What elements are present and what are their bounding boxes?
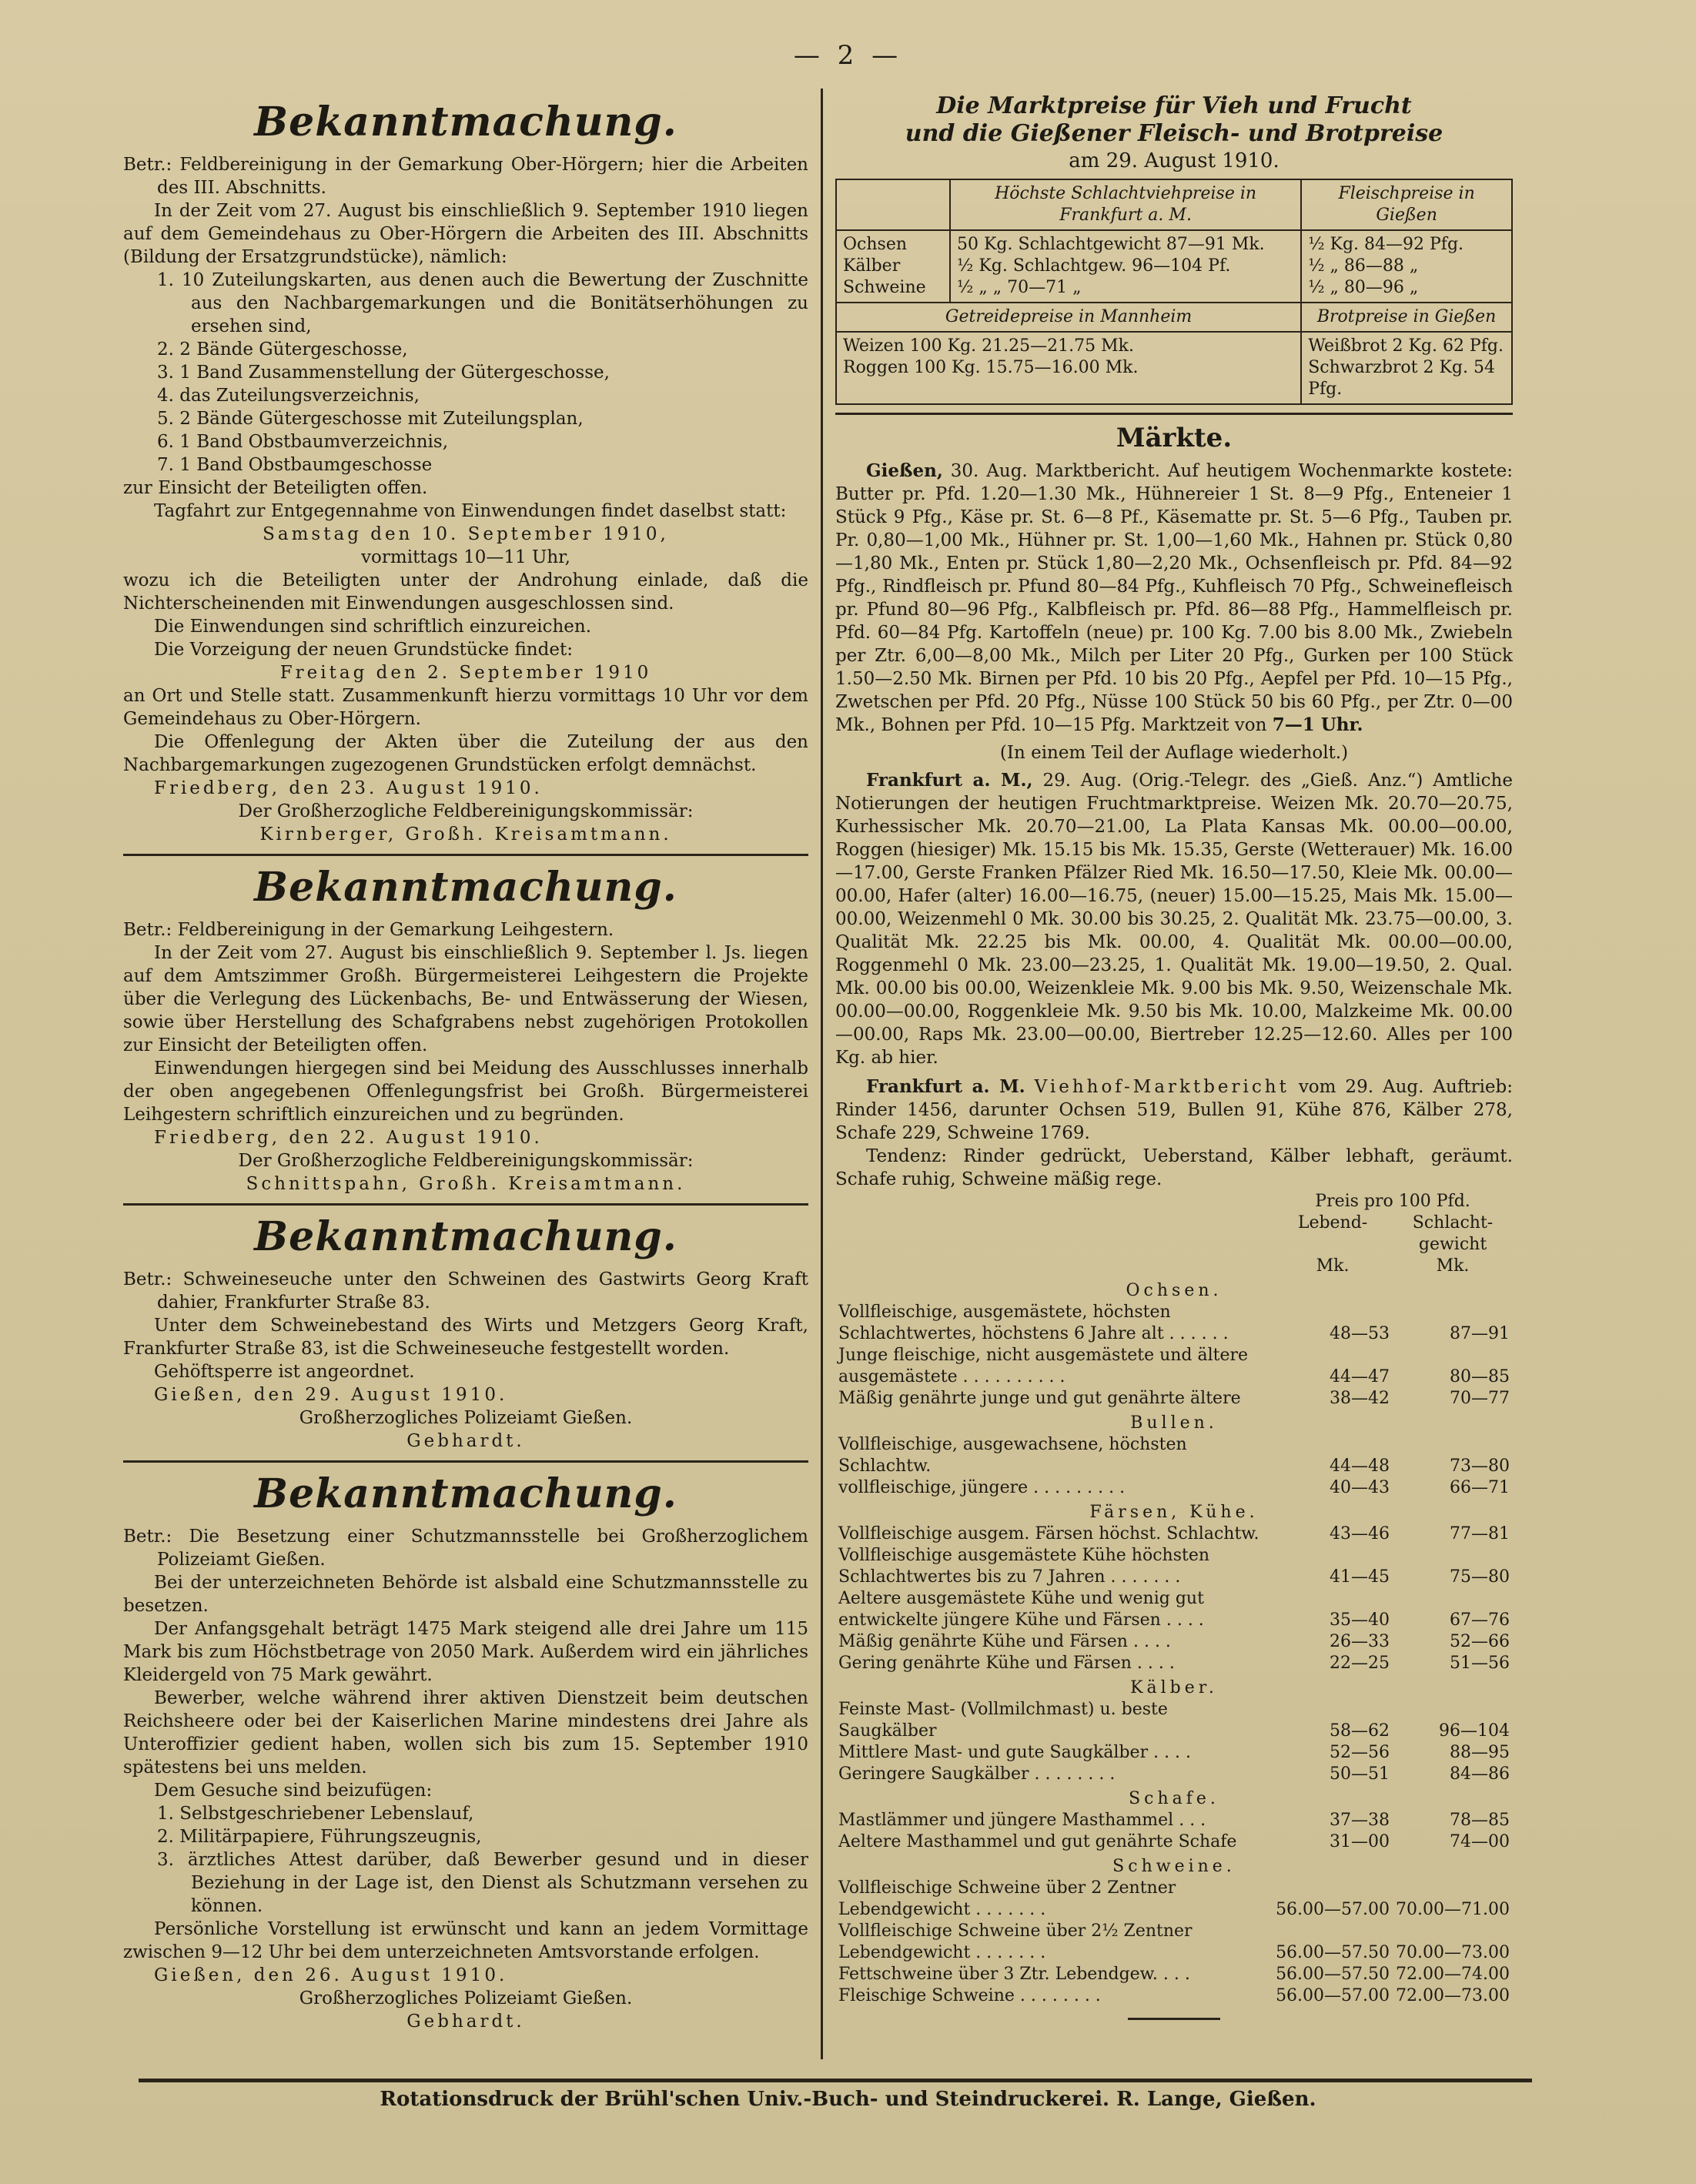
table-cell <box>1301 230 1512 303</box>
cattle-price-rows <box>835 1191 1513 2007</box>
appointment-date: Samstag den 10. September 1910, <box>263 524 669 544</box>
price-value: 51—56 <box>1450 1654 1510 1673</box>
cell-value: Roggen 100 Kg. 15.75—16.00 Mk. <box>843 358 1139 377</box>
price-value: 78—85 <box>1450 1811 1510 1830</box>
report-lead: Gießen, <box>866 460 943 481</box>
row-label: Feinste Mast- (Vollmilchmast) u. beste Saugkälber <box>838 1700 1168 1741</box>
left-column <box>123 92 808 2033</box>
notice-heading: Bekanntmachung. <box>254 99 677 145</box>
report-text: vom 29. Aug. Auftrieb: Rinder 1456, darunter Ochsen 519, Bullen 91, Kühe 876, Kälber 278, Schafe 229, Schweine 1769. <box>835 1077 1514 1143</box>
place-date: Gießen, den 26. August 1910. <box>154 1965 508 1985</box>
section-rule <box>123 854 808 856</box>
price-value: 50—51 <box>1330 1764 1390 1784</box>
price-value: 58—62 <box>1330 1721 1390 1741</box>
row-label: Mittlere Mast- und gute Saugkälber . . . . <box>838 1743 1192 1762</box>
table-cell <box>950 230 1301 303</box>
cell-value: ½ „ 86—88 „ <box>1308 256 1419 276</box>
unit-label: Mk. <box>1316 1256 1350 1276</box>
market-date: am 29. August 1910. <box>1069 149 1280 172</box>
table-row <box>835 1653 1513 1674</box>
notice-text: Einwendungen hiergegen sind bei Meidung des Ausschlusses innerhalb der oben angegebenen Offenlegungsfrist bei Großh. Bürgermeisterei Leihgestern schriftlich einzureichen und zu begründen. <box>123 1059 808 1125</box>
section-label: Kälber. <box>1130 1678 1218 1697</box>
notice-subject: Betr.: Feldbereinigung in der Gemarkung Ober-Hörgern; hier die Arbeiten des III. Abschnitts. <box>123 155 808 198</box>
cell-value: ½ „ 80—96 „ <box>1308 278 1419 297</box>
place-date: Gießen, den 29. August 1910. <box>154 1385 508 1405</box>
section-label: Färsen, Kühe. <box>1089 1503 1259 1522</box>
price-value: 80—85 <box>1450 1367 1510 1386</box>
section-rule <box>123 1460 808 1463</box>
signature-name: Kirnberger, Großh. Kreisamtmann. <box>259 824 672 845</box>
section-label: Schafe. <box>1129 1789 1219 1808</box>
table-row <box>836 303 1512 332</box>
price-value: 72.00—73.00 <box>1396 1986 1510 2005</box>
row-label: Gering genährte Kühe und Färsen . . . . <box>838 1654 1175 1673</box>
notice-text: an Ort und Stelle statt. Zusammenkunft hierzu vormittags 10 Uhr vor dem Gemeindehaus zu Ober-Hörgern. <box>123 686 808 729</box>
place-date: Friedberg, den 22. August 1910. <box>154 1128 543 1148</box>
list-item: 5. 2 Bände Gütergeschosse mit Zuteilungsplan, <box>157 409 584 429</box>
row-label: Vollfleischige ausgemästete Kühe höchsten Schlachtwertes bis zu 7 Jahren . . . . . . . <box>838 1546 1210 1587</box>
notice-subject: Betr.: Die Besetzung einer Schutzmannsstelle bei Großherzoglichem Polizeiamt Gießen. <box>123 1527 808 1570</box>
section-label: Schweine. <box>1112 1857 1236 1876</box>
table-cell <box>836 179 950 230</box>
table-cell <box>836 332 1301 404</box>
price-value: 70.00—71.00 <box>1396 1900 1510 1919</box>
section-label: Bullen. <box>1130 1413 1218 1433</box>
market-price-table <box>835 179 1513 405</box>
table-cell <box>1273 1234 1393 1256</box>
table-row <box>835 1878 1513 1921</box>
notice-feldbereinigung-ober-hoergern <box>123 99 808 846</box>
unit-label: Mk. <box>1436 1256 1470 1276</box>
document-list <box>123 1802 808 1918</box>
table-row <box>835 1434 1513 1477</box>
signature-name: Schnittspahn, Großh. Kreisamtmann. <box>246 1174 686 1194</box>
price-value: 74—00 <box>1450 1832 1510 1851</box>
price-value: 70.00—73.00 <box>1396 1943 1510 1962</box>
notice-text: wozu ich die Beteiligten unter der Androhung einlade, daß die Nichterscheinenden mit Einwendungen ausgeschlossen sind. <box>123 570 808 614</box>
price-value: 56.00—57.50 <box>1276 1965 1390 1984</box>
table-row <box>835 1345 1513 1388</box>
notice-text: zur Einsicht der Beteiligten offen. <box>123 478 428 498</box>
notice-text: Persönliche Vorstellung ist erwünscht und kann an jedem Vormittage zwischen 9—12 Uhr bei dem unterzeichneten Amtsvorstande erfolgen. <box>123 1919 808 1962</box>
right-column <box>835 92 1513 2020</box>
row-label: Vollfleischige, ausgewachsene, höchsten Schlachtw. <box>838 1435 1187 1476</box>
row-label: Ochsen <box>843 235 908 254</box>
table-row <box>835 1191 1513 1212</box>
price-value: 70—77 <box>1450 1389 1510 1408</box>
list-item: 2. Militärpapiere, Führungszeugnis, <box>157 1827 482 1847</box>
section-label: Ochsen. <box>1126 1281 1223 1300</box>
cell-value: 50 Kg. Schlachtgewicht 87—91 Mk. <box>957 235 1265 254</box>
price-value: 56.00—57.50 <box>1276 1943 1390 1962</box>
row-label: Geringere Saugkälber . . . . . . . . <box>838 1764 1116 1784</box>
price-value: 75—80 <box>1450 1567 1510 1587</box>
list-item: 3. ärztliches Attest darüber, daß Bewerber gesund und in dieser Beziehung in der Lage ist, den Dienst als Schutzmann versehen zu können. <box>157 1850 808 1916</box>
market-time: 7—1 Uhr. <box>1272 714 1363 735</box>
section-rule <box>835 413 1513 415</box>
row-label: Vollfleischige, ausgemästete, höchsten Schlachtwertes, höchstens 6 Jahre alt . . . . . . <box>838 1303 1229 1343</box>
row-label: Fleischige Schweine . . . . . . . . <box>838 1986 1101 2005</box>
section-row <box>835 1853 1513 1878</box>
price-value: 37—38 <box>1330 1811 1390 1830</box>
table-header: Fleischpreise in Gießen <box>1301 179 1512 230</box>
row-label: Junge fleischige, nicht ausgemästete und ältere ausgemästete . . . . . . . . . . <box>838 1346 1249 1386</box>
price-value: 22—25 <box>1330 1654 1390 1673</box>
section-row <box>835 1499 1513 1523</box>
table-row <box>835 1742 1513 1764</box>
notice-text: Bei der unterzeichneten Behörde ist alsbald eine Schutzmannsstelle zu besetzen. <box>123 1573 808 1616</box>
table-row <box>835 1985 1513 2007</box>
notice-schutzmannsstelle <box>123 1470 808 2033</box>
price-value: 66—71 <box>1450 1478 1510 1497</box>
printer-imprint: Rotationsdruck der Brühl'schen Univ.-Buch- und Steindruckerei. R. Lange, Gießen. <box>380 2088 1316 2111</box>
cell-value: Weizen 100 Kg. 21.25—21.75 Mk. <box>843 336 1134 356</box>
notice-text: Bewerber, welche während ihrer aktiven Dienstzeit beim deutschen Reichsheere oder bei der Kaiserlichen Marine mindestens drei Jahre als Unteroffizier gedient haben, wollen sich bis zum 15. September 1910 spätestens bei uns melden. <box>123 1688 808 1778</box>
page-number: — 2 — <box>793 40 903 71</box>
table-row <box>836 179 1512 230</box>
section-row <box>835 1410 1513 1434</box>
table-row <box>835 1388 1513 1410</box>
row-label: Mastlämmer und jüngere Masthammel . . . <box>838 1811 1206 1830</box>
price-value: 56.00—57.00 <box>1276 1900 1390 1919</box>
cell-value: ½ Kg. Schlachtgew. 96—104 Pf. <box>957 256 1231 276</box>
table-cell <box>835 1212 1273 1234</box>
section-rule <box>123 1203 808 1206</box>
cell-value: ½ Kg. 84—92 Pfg. <box>1308 235 1464 254</box>
table-row <box>835 1964 1513 1985</box>
market-tendency: Tendenz: Rinder gedrückt, Ueberstand, Kälber lebhaft, geräumt. Schafe ruhig, Schweine mäßig rege. <box>835 1146 1513 1189</box>
markets-heading: Märkte. <box>1116 423 1233 453</box>
row-label: Aeltere Masthammel und gut genährte Schafe <box>838 1832 1237 1851</box>
notice-heading: Bekanntmachung. <box>254 1470 677 1517</box>
list-item: 3. 1 Band Zusammenstellung der Gütergeschosse, <box>157 363 610 383</box>
table-row <box>835 1631 1513 1653</box>
price-value: 38—42 <box>1330 1389 1390 1408</box>
notice-text: Die Vorzeigung der neuen Grundstücke findet: <box>154 640 573 660</box>
price-value: 77—81 <box>1450 1524 1510 1544</box>
frankfurt-cattle-report <box>835 1075 1513 1145</box>
table-row <box>835 1545 1513 1588</box>
table-row <box>835 1477 1513 1499</box>
notice-text: Der Anfangsgehalt beträgt 1475 Mark steigend alle drei Jahre um 115 Mark bis zum Höchstbetrage von 2050 Mark. Außerdem wird ein jährliches Kleidergeld von 75 Mark gewährt. <box>123 1619 808 1685</box>
table-cell <box>835 1191 1273 1212</box>
table-cell <box>835 1234 1273 1256</box>
row-label: Kälber <box>843 256 901 276</box>
price-value: 44—48 <box>1330 1457 1390 1476</box>
price-value: 31—00 <box>1330 1832 1390 1851</box>
signature-title: Großherzogliches Polizeiamt Gießen. <box>299 1988 633 2008</box>
signature-title: Großherzogliches Polizeiamt Gießen. <box>299 1408 633 1428</box>
row-label: Mäßig genährte Kühe und Färsen . . . . <box>838 1632 1171 1651</box>
market-title: und die Gießener Fleisch- und Brotpreise <box>905 120 1443 147</box>
price-value: 44—47 <box>1330 1367 1390 1386</box>
table-header: Schlacht- <box>1412 1213 1494 1232</box>
notice-schweineseuche <box>123 1213 808 1453</box>
list-item: 4. das Zuteilungsverzeichnis, <box>157 386 420 406</box>
market-title: Die Marktpreise für Vieh und Frucht <box>936 92 1412 119</box>
repeat-note: (In einem Teil der Auflage wiederholt.) <box>999 743 1349 763</box>
table-header: Lebend- <box>1297 1213 1368 1232</box>
table-cell <box>1301 332 1512 404</box>
notice-heading: Bekanntmachung. <box>254 864 677 911</box>
signature-title: Der Großherzogliche Feldbereinigungskommissär: <box>238 1151 694 1171</box>
row-label: Schweine <box>843 278 926 297</box>
price-value: 56.00—57.00 <box>1276 1986 1390 2005</box>
price-value: 48—53 <box>1330 1324 1390 1343</box>
price-value: 84—86 <box>1450 1764 1510 1784</box>
row-label: Mäßig genährte junge und gut genährte ältere <box>838 1389 1241 1408</box>
table-row <box>835 1764 1513 1785</box>
list-item: 6. 1 Band Obstbaumverzeichnis, <box>157 432 449 452</box>
document-list <box>123 269 808 477</box>
cattle-price-table <box>835 1191 1513 2007</box>
list-item: 2. 2 Bände Gütergeschosse, <box>157 339 408 360</box>
cell-value: Schwarzbrot 2 Kg. 54 Pfg. <box>1308 358 1495 399</box>
notice-subject: Betr.: Schweineseuche unter den Schweinen des Gastwirts Georg Kraft dahier, Frankfurter Straße 83. <box>123 1269 808 1313</box>
report-title: Viehhof-Marktbericht <box>1034 1077 1290 1097</box>
table-cell <box>836 230 950 303</box>
row-label: Vollfleischige ausgem. Färsen höchst. Schlachtw. <box>838 1524 1259 1544</box>
notice-text: In der Zeit vom 27. August bis einschließlich 9. September 1910 liegen auf dem Gemeindehaus zu Ober-Hörgern die Arbeiten des III. Abschnitts (Bildung der Ersatzgrundstücke), nämlich: <box>123 201 808 267</box>
table-row <box>836 230 1512 303</box>
notice-text: Die Einwendungen sind schriftlich einzureichen. <box>154 617 592 637</box>
table-header: gewicht <box>1418 1235 1487 1254</box>
notice-text: In der Zeit vom 27. August bis einschließlich 9. September l. Js. liegen auf dem Amtszimmer Großh. Bürgermeisterei Leihgestern die Projekte über die Verlegung des Lückenbachs, Be- und Entwässerung der Wiesen, sowie über Herstellung des Schafgrabens nebst zugehörigen Protokollen zur Einsicht der Beteiligten offen. <box>123 943 808 1055</box>
table-cell <box>835 1256 1273 1277</box>
appointment-date: Freitag den 2. September 1910 <box>279 663 652 683</box>
price-value: 72.00—74.00 <box>1396 1965 1510 1984</box>
notice-subject: Betr.: Feldbereinigung in der Gemarkung Leihgestern. <box>123 920 614 940</box>
frankfurt-grain-report <box>835 769 1513 1069</box>
row-label: vollfleischige, jüngere . . . . . . . . . <box>838 1478 1126 1497</box>
report-lead: Frankfurt a. M., <box>866 770 1033 791</box>
price-value: 52—56 <box>1330 1743 1390 1762</box>
report-text: 29. Aug. (Orig.-Telegr. des „Gieß. Anz.“) Amtliche Notierungen der heutigen Fruchtmarktpreise. Weizen Mk. 20.70—20.75, Kurhessischer Mk. 20.70—21.00, La Plata Kansas Mk. 00.00—00.00, Roggen (hiesiger) Mk. 15.15 bis Mk. 15.35, Gerste (Wetterauer) Mk. 16.00—17.00, Gerste Franken Pfälzer Ried Mk. 16.50—17.50, Kleie Mk. 00.00—00.00, Hafer (alter) 16.00—16.75, (neuer) 15.00—15.25, Mais Mk. 15.00—00.00, Weizenmehl 0 Mk. 30.00 bis 30.25, 2. Qualität Mk. 23.75—00.00, 3. Qualität Mk. 22.25 bis Mk. 00.00, 4. Qualität Mk. 00.00—00.00, Roggenmehl 0 Mk. 23.00—23.25, 1. Qualität Mk. 19.00—19.50, 2. Qual. Mk. 00.00 bis 00.00, Weizenkleie Mk. 9.00 bis Mk. 9.50, Weizenschale Mk. 00.00—00.00, Roggenkleie Mk. 9.50 bis Mk. 10.00, Malzkeime Mk. 00.00—00.00, Raps Mk. 23.00—00.00, Biertreber 12.25—12.60. Alles per 100 Kg. ab hier. <box>835 771 1513 1068</box>
table-row <box>836 332 1512 404</box>
table-row <box>835 1256 1513 1277</box>
price-value: 43—46 <box>1330 1524 1390 1544</box>
place-date: Friedberg, den 23. August 1910. <box>154 778 543 798</box>
notice-heading: Bekanntmachung. <box>254 1213 677 1260</box>
section-row <box>835 1785 1513 1810</box>
table-row <box>835 1699 1513 1742</box>
section-row <box>835 1674 1513 1699</box>
notice-text: Gehöftsperre ist angeordnet. <box>154 1362 415 1382</box>
signature-name: Gebhardt. <box>406 1431 525 1451</box>
notice-text: Dem Gesuche sind beizufügen: <box>154 1781 433 1801</box>
signature-name: Gebhardt. <box>406 2012 525 2032</box>
table-row <box>835 1588 1513 1631</box>
notice-text: Die Offenlegung der Akten über die Zuteilung der aus den Nachbargemarkungen zugezogenen Grundstücken erfolgt demnächst. <box>123 732 808 775</box>
giessen-market-report <box>835 460 1513 737</box>
section-row <box>835 1277 1513 1302</box>
notice-text: Tagfahrt zur Entgegennahme von Einwendungen findet daselbst statt: <box>154 501 787 521</box>
table-header: Getreidepreise in Mannheim <box>836 303 1301 332</box>
column-divider <box>821 89 823 2059</box>
row-label: Fettschweine über 3 Ztr. Lebendgew. . . . <box>838 1965 1190 1984</box>
signature-title: Der Großherzogliche Feldbereinigungskommissär: <box>238 801 694 821</box>
report-text: 30. Aug. Marktbericht. Auf heutigem Wochenmarkte kostete: Butter pr. Pfd. 1.20—1.30 Mk., Hühnereier 1 St. 8—9 Pfg., Enteneier 1 Stück 9 Pfg., Käse pr. St. 6—8 Pf., Käsematte pr. St. 5—6 Pfg., Tauben pr. Pr. 0,80—1,00 Mk., Hühner pr. St. 1,00—1,60 Mk., Hahnen pr. Stück 0,80—1,80 Mk., Enten pr. Stück 1,80—2,20 Mk., Ochsenfleisch pr. Pfd. 84—92 Pfg., Rindfleisch pr. Pfund 80—84 Pfg., Kuhfleisch 70 Pfg., Schweinefleisch pr. Pfund 80—96 Pfg., Kalbfleisch pr. Pfd. 86—88 Pfg., Hammelfleisch pr. Pfd. 60—84 Pfg. Kartoffeln (neue) pr. 100 Kg. 7.00 bis 8.00 Mk., Zwiebeln per Ztr. 6,00—8,00 Mk., Milch per Liter 20 Pfg., Gurken per 100 Stück 1.50—2.50 Mk. Birnen per Pfd. 10 bis 20 Pfg., Aepfel per Pfd. 10—15 Pfg., Zwetschen per Pfd. 20 Pfg., Nüsse 100 Stück 50 bis 60 Pfg., per Ztr. 0—00 Mk., Bohnen per Pfd. 10—15 Pfg. Marktzeit von <box>835 461 1513 735</box>
appointment-time: vormittags 10—11 Uhr, <box>361 547 570 567</box>
price-value: 73—80 <box>1450 1457 1510 1476</box>
report-lead: Frankfurt a. M. <box>866 1076 1025 1097</box>
price-value: 67—76 <box>1450 1610 1510 1630</box>
table-header: Preis pro 100 Pfd. <box>1315 1192 1470 1211</box>
table-row <box>835 1831 1513 1853</box>
price-value: 40—43 <box>1330 1478 1390 1497</box>
cell-value: ½ „ „ 70—71 „ <box>957 278 1082 297</box>
end-rule <box>1128 2018 1220 2020</box>
table-header: Höchste Schlachtviehpreise in Frankfurt a. M. <box>950 179 1301 230</box>
list-item: 7. 1 Band Obstbaumgeschosse <box>157 455 433 475</box>
table-row <box>835 1234 1513 1256</box>
list-item: 1. Selbstgeschriebener Lebenslauf, <box>157 1804 474 1824</box>
table-header: Brotpreise in Gießen <box>1301 303 1512 332</box>
row-label: Vollfleischige Schweine über 2½ Zentner Lebendgewicht . . . . . . . <box>838 1921 1193 1962</box>
notice-feldbereinigung-leihgestern <box>123 864 808 1196</box>
row-label: Vollfleischige Schweine über 2 Zentner Lebendgewicht . . . . . . . <box>838 1878 1176 1919</box>
cell-value: Weißbrot 2 Kg. 62 Pfg. <box>1308 336 1504 356</box>
table-row <box>835 1810 1513 1831</box>
price-value: 52—66 <box>1450 1632 1510 1651</box>
price-value: 96—104 <box>1439 1721 1510 1741</box>
price-value: 88—95 <box>1450 1743 1510 1762</box>
price-value: 87—91 <box>1450 1324 1510 1343</box>
price-value: 26—33 <box>1330 1632 1390 1651</box>
row-label: Aeltere ausgemästete Kühe und wenig gut entwickelte jüngere Kühe und Färsen . . . . <box>838 1589 1204 1630</box>
price-value: 35—40 <box>1330 1610 1390 1630</box>
price-value: 41—45 <box>1330 1567 1390 1587</box>
table-row <box>835 1921 1513 1964</box>
table-row <box>835 1302 1513 1345</box>
notice-text: Unter dem Schweinebestand des Wirts und Metzgers Georg Kraft, Frankfurter Straße 83, ist die Schweineseuche festgestellt worden. <box>123 1316 808 1359</box>
list-item: 1. 10 Zuteilungskarten, aus denen auch die Bewertung der Zuschnitte aus den Nachbargemarkungen und die Bonitätserhöhungen zu ersehen sind, <box>157 270 808 336</box>
table-row <box>835 1212 1513 1234</box>
table-row <box>835 1523 1513 1545</box>
footer-rule <box>139 2079 1532 2082</box>
